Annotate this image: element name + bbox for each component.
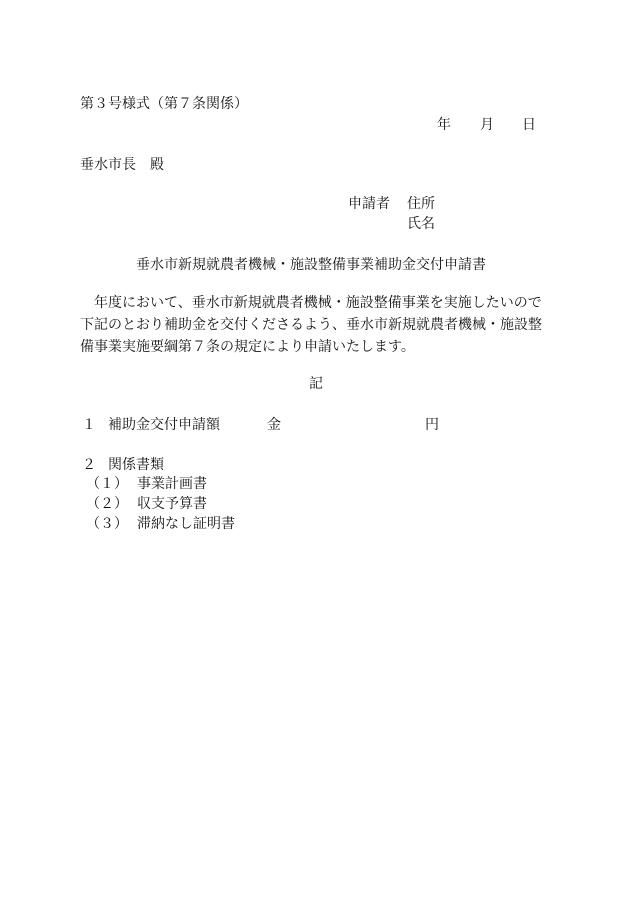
- document-title: 垂水市新規就農者機械・施設整備事業補助金交付申請書: [136, 257, 486, 273]
- body-line: 備事業実施要綱第７条の規定により申請いたします。: [80, 339, 415, 355]
- form-label: 第３号様式（第７条関係）: [80, 96, 248, 112]
- item2-number: ２: [82, 457, 96, 473]
- date-month: 月: [480, 117, 494, 133]
- applicant-name-label: 氏名: [407, 216, 435, 232]
- doc-number: （１）: [86, 476, 128, 492]
- item1-kin: 金: [267, 417, 281, 433]
- applicant-label: 申請者: [348, 196, 390, 212]
- item1-yen: 円: [425, 417, 439, 433]
- doc-label: 事業計画書: [137, 476, 207, 492]
- item1-number: １: [82, 417, 96, 433]
- date-year: 年: [437, 117, 451, 133]
- body-paragraph: [80, 292, 570, 358]
- doc-number: （３）: [86, 516, 128, 532]
- date-day: 日: [522, 117, 536, 133]
- body-line: 年度において、垂水市新規就農者機械・施設整備事業を実施したいので: [80, 295, 542, 311]
- item2-label: 関係書類: [108, 457, 164, 473]
- addressee: 垂水市長 殿: [80, 157, 164, 173]
- doc-label: 収支予算書: [137, 496, 207, 512]
- ki-heading: 記: [309, 376, 323, 392]
- body-line: 下記のとおり補助金を交付くださるよう、垂水市新規就農者機械・施設整: [80, 317, 542, 333]
- applicant-address-label: 住所: [407, 196, 435, 212]
- doc-number: （２）: [86, 496, 128, 512]
- item1-label: 補助金交付申請額: [108, 417, 220, 433]
- doc-label: 滞納なし証明書: [137, 516, 235, 532]
